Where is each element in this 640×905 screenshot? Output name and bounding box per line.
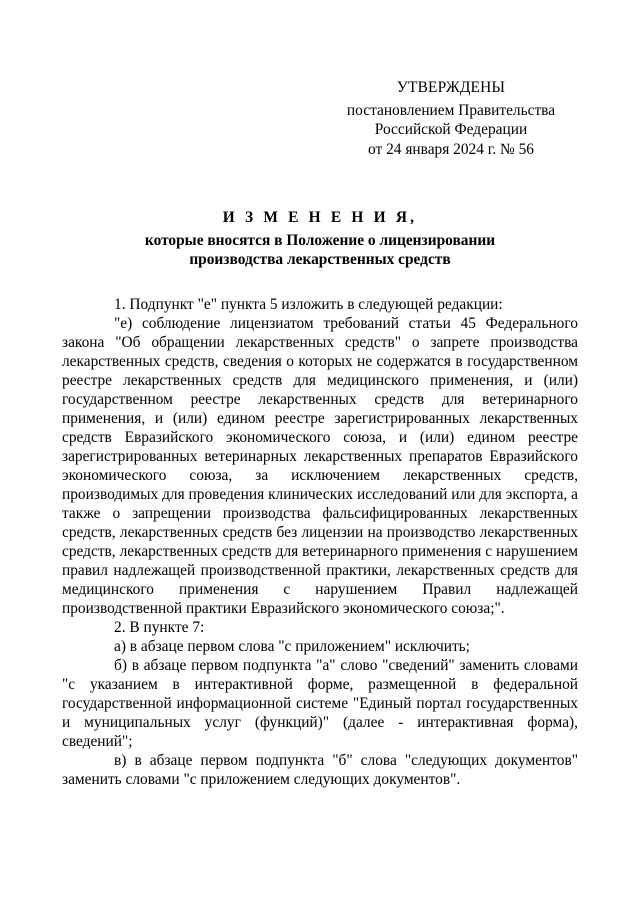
document-subtitle	[62, 231, 578, 269]
approval-date: от 24 января 2024 г. № 56	[368, 140, 534, 158]
paragraph-item-1e: "е) соблюдение лицензиатом требований статьи 45 Федерального закона "Об обращении лекарственных средств" о запрете производства лекарственных средств, сведения о которых не содержатся в государственном реестре лекарственных средств для медицинского применения, и (или) государственном реестре лекарственных средств для ветеринарного применения, и (или) едином реестре зарегистрированных лекарственных средств Евразийского экономического союза, и (или) едином реестре зарегистрированных ветеринарных лекарственных препаратов Евразийского экономического союза, за исключением лекарственных средств, производимых для проведения клинических исследований или для экспорта, а также о запрещении производства фальсифицированных лекарственных средств, лекарственных средств без лицензии на производство лекарственных средств, лекарственных средств для ветеринарного применения с нарушением правил надлежащей производственной практики, лекарственных средств для медицинского применения с нарушением Правил надлежащей производственной практики Евразийского экономического союза;".	[62, 315, 578, 617]
paragraph-item-2a: а) в абзаце первом слова "с приложением" исключить;	[114, 638, 470, 655]
approval-line: постановлением Правительства	[346, 101, 556, 119]
approval-stamp	[340, 78, 562, 159]
paragraph-item-2: 2. В пункте 7:	[114, 619, 205, 636]
subtitle-line: которые вносятся в Положение о лицензировании	[144, 232, 496, 249]
document-body	[62, 295, 578, 789]
approval-title: УТВЕРЖДЕНЫ	[396, 79, 506, 96]
document-title: И З М Е Н Е Н И Я,	[222, 209, 418, 226]
approval-line: Российской Федерации	[374, 121, 528, 138]
paragraph-item-2b: б) в абзаце первом подпункта "а" слово "сведений" заменить словами "с указанием в интерактивной форме, размещенной в федеральной государственной информационной системе "Единый портал государственных и муниципальных услуг (функций)" (далее - интерактивная форма), сведений";	[62, 657, 578, 750]
paragraph-item-2c: в) в абзаце первом подпункта "б" слова "следующих документов" заменить словами "с приложением следующих документов".	[62, 752, 578, 788]
paragraph-item-1: 1. Подпункт "е" пункта 5 изложить в следующей редакции:	[114, 296, 503, 313]
subtitle-line: производства лекарственных средств	[189, 251, 451, 268]
